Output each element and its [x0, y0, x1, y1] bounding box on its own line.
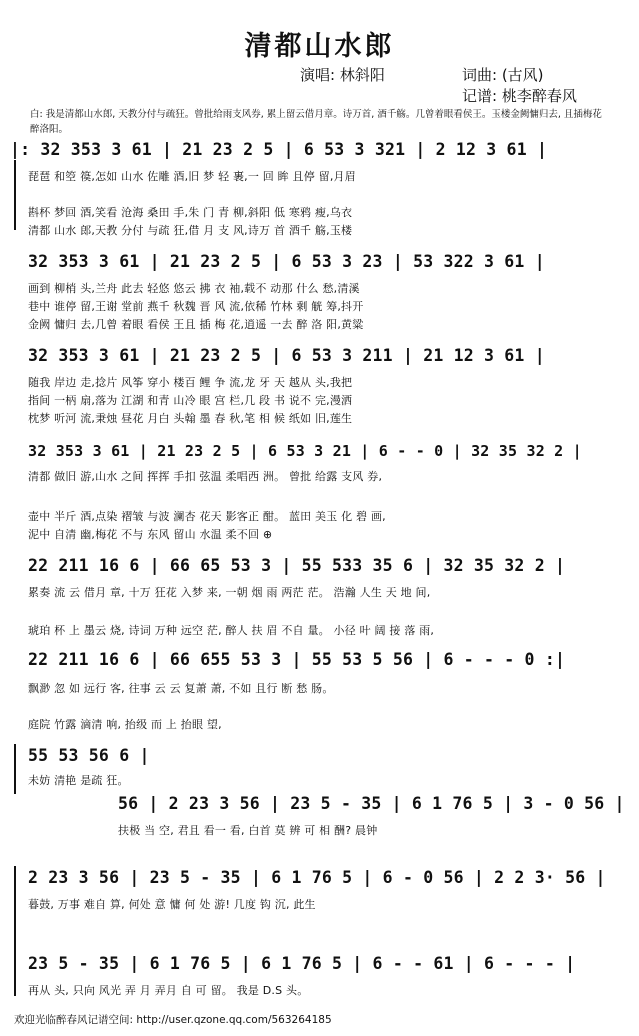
lyric-7-1: 未妨 清艳 是疏 狂。 [28, 774, 129, 787]
lyric-2-2: 巷中 谁停 留,王谢 堂前 燕千 秋魏 晋 风 流,依稀 竹林 剩 觥 筹,抖开 [28, 300, 364, 313]
notes-line-9: 2 23 3 56 | 23 5 - 35 | 6 1 76 5 | 6 - 0 56 | 2 2 3· 56 | [28, 868, 606, 887]
song-title: 清都山水郎 [244, 31, 395, 62]
notes-line-1: |: 32 353 3 61 | 21 23 2 5 | 6 53 3 321 | 2 12 3 61 | [10, 140, 548, 159]
lyric-10-1: 再从 头, 只向 风光 弄 月 弄月 自 可 留。 我是 D.S 头。 [28, 984, 309, 997]
notes-line-3: 32 353 3 61 | 21 23 2 5 | 6 53 3 211 | 21 12 3 61 | [28, 346, 545, 365]
lyric-9-1: 暮鼓, 万事 难自 算, 何处 意 慵 何 处 游! 几度 钩 沉, 此生 [28, 898, 316, 911]
lyric-8-1: 扶极 当 空, 君且 看一 看, 白首 莫 辨 可 相 酬? 晨钟 [118, 824, 378, 837]
notes-line-5: 22 211 16 6 | 66 65 53 3 | 55 533 35 6 | 32 35 32 2 | [28, 556, 566, 575]
lyric-3-3: 枕梦 听河 流,秉烛 昼花 月白 头翰 墨 春 秋,笔 相 候 纸如 旧,莲生 [28, 412, 353, 425]
lyric-3-2: 指间 一柄 扇,落为 江湖 和青 山冷 眼 宫 栏,几 段 书 说不 完,漫洒 [28, 394, 353, 407]
lyric-1-2: 斟杯 梦回 酒,笑看 沧海 桑田 手,朱 门 青 柳,斜阳 低 寒鸦 瘦,乌衣 [28, 206, 353, 219]
system-bracket-7 [14, 744, 16, 794]
lyric-3-1: 随我 岸边 走,捻片 风筝 穿小 楼百 鲤 争 流,龙 牙 天 越从 头,我把 [28, 376, 353, 389]
notes-line-2: 32 353 3 61 | 21 23 2 5 | 6 53 3 23 | 53 322 3 61 | [28, 252, 545, 271]
notes-line-4: 32 353 3 61 | 21 23 2 5 | 6 53 3 21 | 6 - - 0 | 32 35 32 2 | [28, 442, 582, 460]
lyric-5-2: 琥珀 杯 上 墨云 烧, 诗词 万种 远空 茫, 醉人 扶 眉 不自 量。 小径 叶 阔 接 落 雨, [28, 624, 435, 637]
transcriber-credit: 记谱: 桃李醉春风 [462, 87, 577, 105]
lyric-4-1: 清都 做旧 游,山水 之间 挥挥 手扣 弦温 柔唱西 洲。 曾批 给露 支风 券, [28, 470, 383, 483]
lyric-4-3: 泥中 自清 幽,梅花 不与 东风 留山 水温 柔不回 ⊕ [28, 528, 273, 541]
performer-credit: 演唱: 林斜阳 [300, 66, 385, 84]
composer-credit: 词曲: (古风) [462, 66, 544, 84]
notes-line-10: 23 5 - 35 | 6 1 76 5 | 6 1 76 5 | 6 - - 61 | 6 - - - | [28, 954, 576, 973]
lyric-2-1: 画到 柳梢 头,兰舟 此去 轻悠 悠云 拂 衣 袖,载不 动那 什么 愁,清溪 [28, 282, 360, 295]
system-bracket-1 [14, 160, 16, 230]
lyric-1-3: 清都 山水 郎,天教 分付 与疏 狂,借 月 支 风,诗万 首 酒千 觞,玉楼 [28, 224, 353, 237]
lyric-1-1: 琵琶 和箜 篌,怎如 山水 佐雕 酒,旧 梦 轻 裹,一 回 眸 且停 留,月眉 [28, 170, 356, 183]
notes-line-7: 55 53 56 6 | [28, 746, 150, 765]
notes-line-8: 56 | 2 23 3 56 | 23 5 - 35 | 6 1 76 5 | 3 - 0 56 | [118, 794, 625, 813]
system-bracket-9 [14, 866, 16, 996]
lyric-4-2: 壶中 半斤 酒,点染 褶皱 与波 澜杏 花天 影客正 酣。 蓝田 美玉 化 碧 画, [28, 510, 386, 523]
footer-text: 欢迎光临醉春风记谱空间: http://user.qzone.qq.com/563264185 [14, 1014, 332, 1026]
lyric-6-1: 飘渺 忽 如 远行 客, 往事 云 云 复萧 萧, 不如 且行 断 愁 肠。 [28, 682, 334, 695]
intro-text: 白: 我是清都山水郎, 天教分付与疏狂。曾批给雨支风券, 累上留云借月章。诗万首, 酒千觞。几曾着眼看侯王。玉楼金阙慵归去, 且插梅花醉洛阳。 [30, 109, 602, 135]
lyric-5-1: 累奏 流 云 借月 章, 十万 狂花 入梦 来, 一朝 烟 雨 两茫 茫。 浩瀚 人生 天 地 间, [28, 586, 431, 599]
notes-line-6: 22 211 16 6 | 66 655 53 3 | 55 53 5 56 | 6 - - - 0 :| [28, 650, 566, 669]
lyric-6-2: 庭院 竹露 滴清 响, 抬级 而 上 抬眼 望, [28, 718, 222, 731]
lyric-2-3: 金阙 慵归 去,几曾 着眼 看侯 王且 插 梅 花,逍遥 一去 醉 洛 阳,黄粱 [28, 318, 364, 331]
